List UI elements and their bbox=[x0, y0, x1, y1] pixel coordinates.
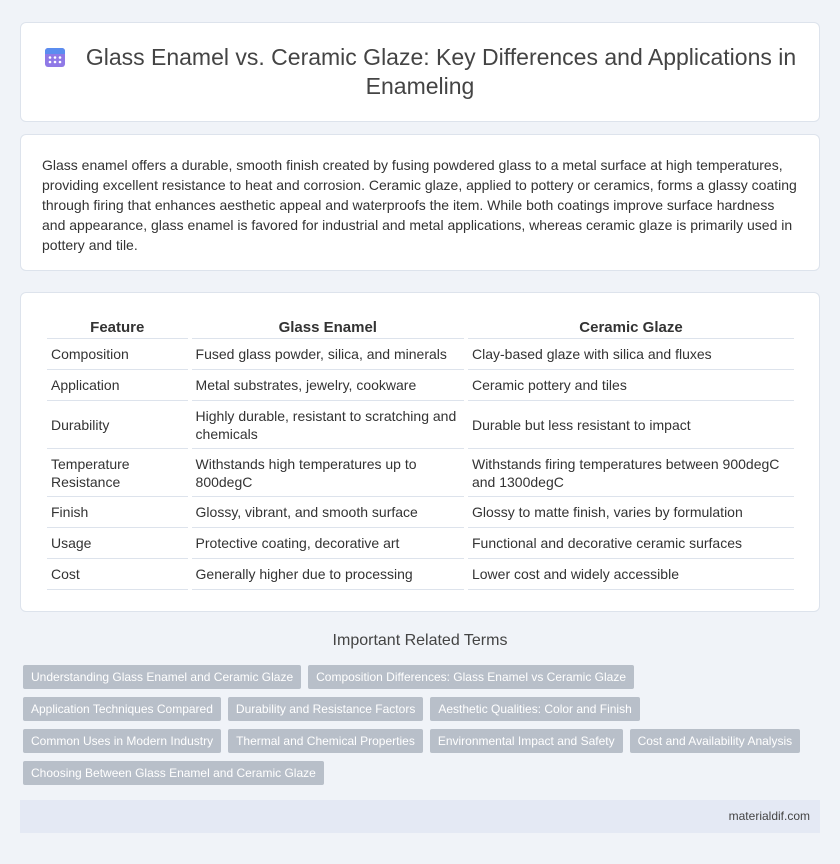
feature-cell: Composition bbox=[47, 339, 188, 370]
intro-paragraph: Glass enamel offers a durable, smooth finish created by fusing powdered glass to a metal surface at high temperatures, providing excellent resistance to heat and corrosion. Ceramic glaze, applied to pottery or ceramics, forms a glassy coating through firing that enhances aesthetic appeal and waterproofs the item. While both coatings improve surface hardness and appearance, glass enamel is favored for industrial and metal applications, whereas ceramic glaze is primarily used in pottery and tile. bbox=[42, 157, 797, 253]
ceramic-glaze-cell: Clay-based glaze with silica and fluxes bbox=[468, 339, 794, 370]
glass-enamel-cell: Withstands high temperatures up to 800degC bbox=[192, 449, 464, 497]
feature-cell: Finish bbox=[47, 497, 188, 528]
comparison-table-card bbox=[20, 292, 820, 612]
title-card bbox=[20, 22, 820, 122]
related-term-tag[interactable]: Understanding Glass Enamel and Ceramic Glaze bbox=[23, 665, 301, 689]
footer bbox=[20, 800, 820, 833]
feature-cell: Application bbox=[47, 370, 188, 401]
page-title bbox=[21, 43, 819, 101]
table-row bbox=[47, 497, 794, 528]
related-terms-heading: Important Related Terms bbox=[332, 632, 508, 649]
table-row bbox=[47, 370, 794, 401]
glass-enamel-cell: Protective coating, decorative art bbox=[192, 528, 464, 559]
calendar-icon bbox=[44, 46, 66, 68]
glass-enamel-cell: Highly durable, resistant to scratching and chemicals bbox=[192, 401, 464, 449]
table-row bbox=[47, 528, 794, 559]
feature-cell: Durability bbox=[47, 401, 188, 449]
intro-card bbox=[20, 134, 820, 271]
glass-enamel-cell: Fused glass powder, silica, and minerals bbox=[192, 339, 464, 370]
footer-site-link[interactable]: materialdif.com bbox=[728, 809, 810, 823]
ceramic-glaze-cell: Lower cost and widely accessible bbox=[468, 559, 794, 590]
header-feature: Feature bbox=[47, 317, 188, 339]
ceramic-glaze-cell: Functional and decorative ceramic surfaces bbox=[468, 528, 794, 559]
related-term-tag[interactable]: Application Techniques Compared bbox=[23, 697, 221, 721]
related-term-tag[interactable]: Cost and Availability Analysis bbox=[630, 729, 801, 753]
ceramic-glaze-cell: Durable but less resistant to impact bbox=[468, 401, 794, 449]
table-row bbox=[47, 559, 794, 590]
ceramic-glaze-cell: Ceramic pottery and tiles bbox=[468, 370, 794, 401]
page-title-text: Glass Enamel vs. Ceramic Glaze: Key Differences and Applications in Enameling bbox=[85, 44, 797, 99]
related-term-tag[interactable]: Environmental Impact and Safety bbox=[430, 729, 623, 753]
header-ceramic-glaze: Ceramic Glaze bbox=[468, 317, 794, 339]
header-glass-enamel: Glass Enamel bbox=[192, 317, 464, 339]
feature-cell: Temperature Resistance bbox=[47, 449, 188, 497]
ceramic-glaze-cell: Withstands firing temperatures between 900degC and 1300degC bbox=[468, 449, 794, 497]
related-term-tag[interactable]: Composition Differences: Glass Enamel vs Ceramic Glaze bbox=[308, 665, 634, 689]
related-term-tag[interactable]: Choosing Between Glass Enamel and Ceramic Glaze bbox=[23, 761, 324, 785]
feature-cell: Usage bbox=[47, 528, 188, 559]
related-term-tag[interactable]: Thermal and Chemical Properties bbox=[228, 729, 423, 753]
glass-enamel-cell: Glossy, vibrant, and smooth surface bbox=[192, 497, 464, 528]
table-row bbox=[47, 401, 794, 449]
ceramic-glaze-cell: Glossy to matte finish, varies by formulation bbox=[468, 497, 794, 528]
table-header-row bbox=[47, 317, 794, 339]
related-terms-list bbox=[23, 665, 813, 785]
related-term-tag[interactable]: Aesthetic Qualities: Color and Finish bbox=[430, 697, 639, 721]
related-term-tag[interactable]: Durability and Resistance Factors bbox=[228, 697, 423, 721]
table-row bbox=[47, 449, 794, 497]
feature-cell: Cost bbox=[47, 559, 188, 590]
table-row bbox=[47, 339, 794, 370]
related-term-tag[interactable]: Common Uses in Modern Industry bbox=[23, 729, 221, 753]
glass-enamel-cell: Metal substrates, jewelry, cookware bbox=[192, 370, 464, 401]
glass-enamel-cell: Generally higher due to processing bbox=[192, 559, 464, 590]
comparison-table bbox=[43, 317, 798, 590]
